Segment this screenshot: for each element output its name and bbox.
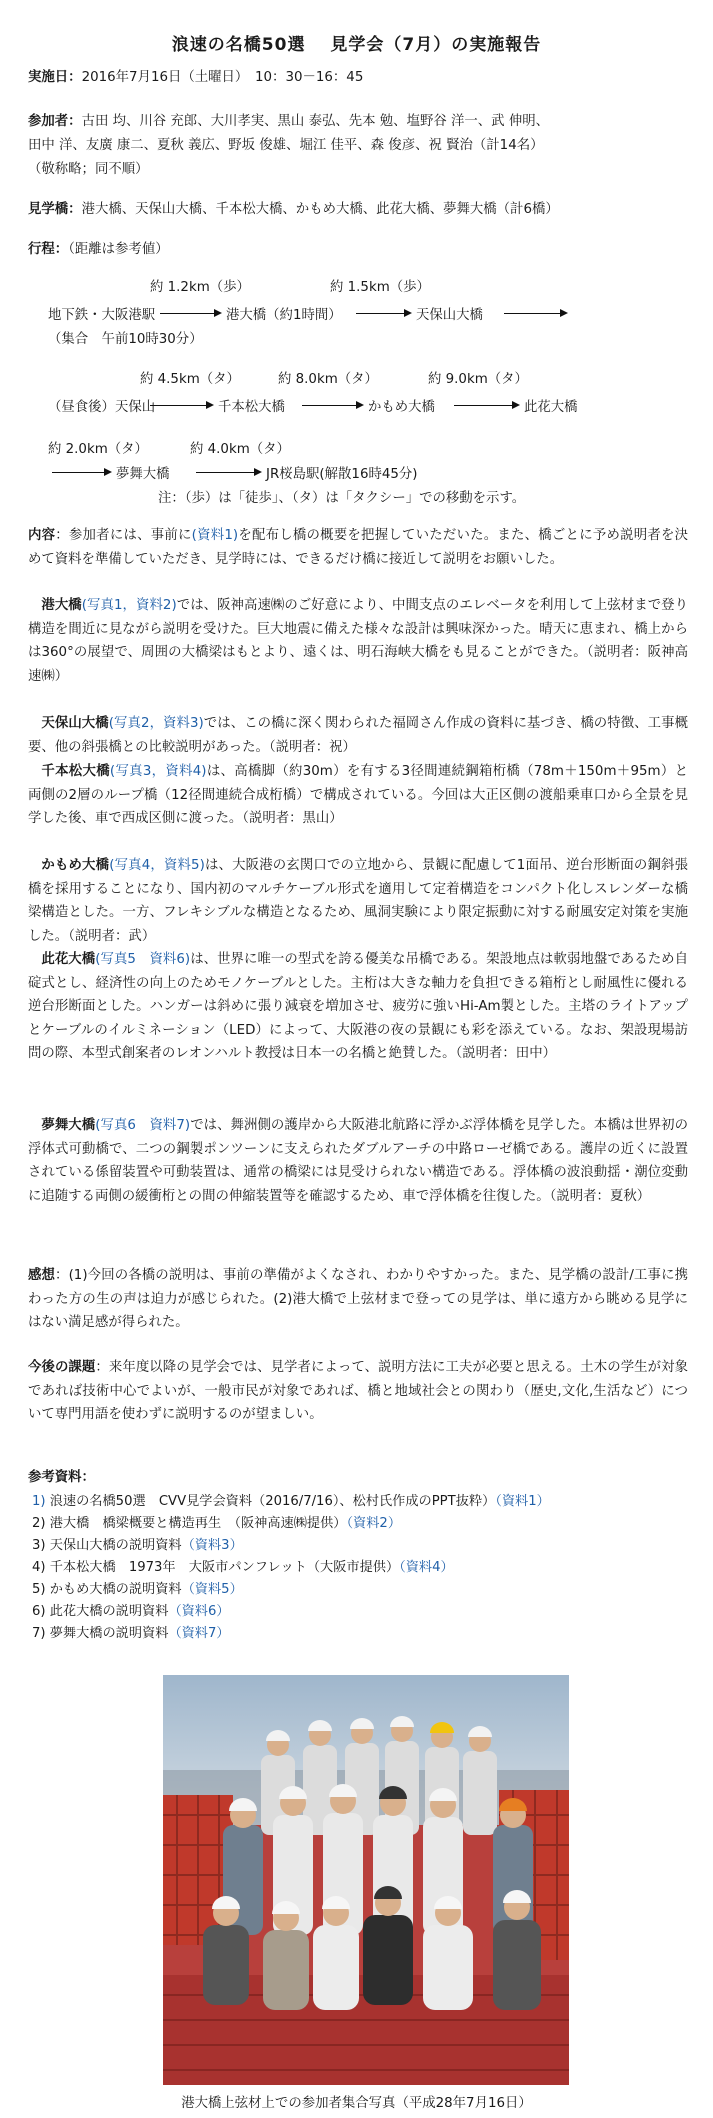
arrow-7	[52, 472, 110, 473]
distance-5: 約 9.0km（タ）	[428, 372, 528, 387]
reference-text: 夢舞大橋の説明資料	[49, 1626, 169, 1641]
arrow-3	[504, 313, 566, 314]
reference-text: 浪速の名橋50選 CVV見学会資料（2016/7/16）、松村氏作成のPPT抜粋）	[49, 1494, 496, 1509]
future-text: ：来年度以降の見学会では、見学者によって、説明方法に工夫が必要と思える。土木の学生が対象であれば技術中心でよいが、一般市民が対象であれば、橋と地域社会との関わり（歴史,文化,生活など）について専門用語を使わずに説明するのが望ましい。	[28, 1360, 689, 1423]
reference-ref: （資料7）	[168, 1626, 230, 1641]
reference-ref: （資料3）	[181, 1538, 243, 1553]
reference-item	[32, 1556, 454, 1575]
place-tempozan: 天保山大橋	[416, 308, 483, 323]
itinerary-note: （距離は参考値）	[68, 242, 169, 257]
konohana-ref: (写真5 資料6)	[95, 952, 191, 967]
group-photo	[163, 1675, 569, 2085]
tempozan-ref: (写真2，資料3)	[108, 716, 204, 731]
participants-text-1: 古田 均、川谷 充郎、大川孝実、黒山 泰弘、先本 勉、塩野谷 洋一、武 伸明、	[81, 114, 549, 129]
references-heading	[28, 1466, 689, 1490]
reference-item	[32, 1622, 230, 1641]
distance-3: 約 4.5km（タ）	[140, 372, 240, 387]
minato-text: では、阪神高速㈱のご好意により、中間支点のエレベータを利用して上弦材まで登り構造を間近に見ながら説明を受けた。巨大地震に備えた様々な設計は興味深かった。晴天に恵まれ、橋上からは360°の展望で、周囲の大橋梁はもとより、遠くは、明石海峡大橋をも見ることができた。（説明者：阪神高速㈱）	[28, 598, 688, 684]
yumemai-paragraph	[28, 1114, 688, 1208]
reference-ref: （資料5）	[181, 1582, 243, 1597]
tempozan-name: 天保山大橋	[41, 716, 109, 731]
place-konohana: 此花大橋	[524, 400, 578, 415]
reference-num: 2)	[32, 1516, 46, 1531]
reference-num: 7)	[32, 1626, 46, 1641]
kamome-paragraph	[28, 854, 688, 948]
meet-time: （集合 午前10時30分）	[48, 332, 203, 347]
reference-num: 4)	[32, 1560, 46, 1575]
arrow-4	[150, 405, 212, 406]
future-paragraph	[28, 1356, 688, 1427]
page-title: 浪速の名橋50選 見学会（7月）の実施報告	[171, 35, 542, 55]
impressions-paragraph	[28, 1264, 688, 1335]
reference-text: 港大橋 橋梁概要と構造再生 （阪神高速㈱提供）	[49, 1516, 347, 1531]
reference-num: 5)	[32, 1582, 46, 1597]
place-end: JR桜島駅(解散16時45分)	[266, 467, 418, 482]
minato-paragraph	[28, 594, 688, 688]
arrow-5	[302, 405, 362, 406]
reference-item	[32, 1600, 230, 1619]
reference-item	[32, 1490, 550, 1509]
yumemai-ref: (写真6 資料7)	[95, 1118, 191, 1133]
reference-text: 千本松大橋 1973年 大阪市パンフレット（大阪市提供）	[49, 1560, 400, 1575]
place-yumemai: 夢舞大橋	[116, 467, 170, 482]
yumemai-text: では、舞洲側の護岸から大阪港北航路に浮かぶ浮体橋を見学した。本橋は世界初の浮体式可動橋で、二つの鋼製ポンツーンに支えられたダブルアーチの中路ローゼ橋である。護岸の近くに設置されている係留装置や可動装置は、通常の橋梁には見受けられない構造である。浮体橋の波浪動揺・潮位変動に追随する両側の緩衝桁との間の伸縮装置等を確認するため、車で浮体橋を往復した。（説明者：夏秋）	[28, 1118, 688, 1204]
bridges-line	[28, 198, 689, 222]
content-intro-a: ：参加者には、事前に	[55, 528, 192, 543]
arrow-8	[196, 472, 260, 473]
arrow-6	[454, 405, 518, 406]
participants-label: 参加者：	[28, 114, 82, 129]
reference-num: 3)	[32, 1538, 46, 1553]
kamome-name: かもめ大橋	[41, 858, 110, 873]
reference-ref: （資料4）	[399, 1560, 454, 1575]
place-start: 地下鉄・大阪港駅	[48, 308, 156, 323]
distance-4: 約 8.0km（タ）	[278, 372, 378, 387]
participants-line-1	[28, 110, 689, 134]
minato-name: 港大橋	[41, 598, 82, 613]
senbon-text: は、高橋脚（約30m）を有する3径間連続鋼箱桁橋（78m＋150m＋95m）と両側の2層のループ橋（12径間連続合成桁橋）で構成されている。今回は大正区側の渡船乗車口から全景を見学した後、車で西成区側に渡った。（説明者：黒山）	[28, 764, 688, 827]
yumemai-name: 夢舞大橋	[41, 1118, 96, 1133]
content-intro-ref: (資料1)	[191, 528, 239, 543]
photo-caption: 港大橋上弦材上での参加者集合写真（平成28年7月16日）	[181, 2096, 532, 2111]
distance-2: 約 1.5km（歩）	[330, 280, 430, 295]
konohana-text: は、世界に唯一の型式を誇る優美な吊橋である。架設地点は軟弱地盤であるため自碇式とし、経済性の向上のためモノケーブルとした。主桁は大きな軸力を負担できる箱桁とし耐風性に優れる逆台形断面とした。ハンガーは斜めに張り減衰を増加させ、疲労に強いHi-Am製とした。主塔のライトアップとケーブルのイルミネーション（LED）によって、大阪港の夜の景観にも彩を添えている。なお、架設現場訪問の際、本型式創案者のレオンハルト教授は日本一の名橋と絶賛した。（説明者：田中）	[28, 952, 688, 1062]
place-minato: 港大橋（約1時間）	[226, 308, 342, 323]
senbon-paragraph	[28, 760, 688, 831]
reference-ref: （資料2）	[346, 1516, 402, 1531]
konohana-paragraph	[28, 948, 688, 1066]
reference-text: かもめ大橋の説明資料	[49, 1582, 182, 1597]
reference-item	[32, 1578, 243, 1597]
future-label: 今後の課題	[28, 1360, 96, 1375]
date-value: 2016年7月16日（土曜日） 10：30－16：45	[81, 70, 364, 85]
konohana-name: 此花大橋	[41, 952, 96, 967]
place-kamome: かもめ大橋	[368, 400, 435, 415]
reference-ref: （資料6）	[168, 1604, 230, 1619]
senbon-ref: (写真3，資料4)	[109, 764, 207, 779]
tempozan-text: では、この橋に深く関わられた福岡さん作成の資料に基づき、橋の特徴、工事概要、他の斜張橋との比較説明があった。（説明者：祝）	[28, 716, 688, 755]
arrow-1	[160, 313, 220, 314]
content-intro	[28, 524, 688, 571]
date-label: 実施日：	[28, 70, 82, 85]
kamome-text: は、大阪港の玄関口での立地から、景観に配慮して1面吊、逆台形断面の鋼斜張橋を採用することになり、国内初のマルチケーブル形式を適用して定着構造をコンパクト化しスレンダーな橋梁構造とした。一方、フレキシブルな構造となるため、風洞実験により限定振動に対する耐風安定対策を実施した。（説明者：武）	[28, 858, 688, 944]
bridges-value: 港大橋、天保山大橋、千本松大橋、かもめ大橋、此花大橋、夢舞大橋（計6橋）	[81, 202, 559, 217]
bridges-label: 見学橋：	[28, 202, 82, 217]
arrow-2	[356, 313, 410, 314]
reference-text: 天保山大橋の説明資料	[49, 1538, 182, 1553]
date-line	[28, 66, 689, 90]
tempozan-paragraph	[28, 712, 688, 759]
content-intro-b: を配布し橋の概要を把握していただいた。また、橋ごとに予め説明者を決めて資料を準備していただき、見学時には、できるだけ橋に接近して説明をお願いした。	[28, 528, 689, 567]
distance-6: 約 2.0km（タ）	[48, 442, 148, 457]
itinerary-footnote: 注：（歩）は「徒歩」、（タ）は「タクシー」での移動を示す。	[158, 491, 526, 506]
impressions-text: ：(1)今回の各橋の説明は、事前の準備がよくなされ、わかりやすかった。また、見学橋の設計/工事に携わった方の生の声は迫力が感じられた。(2)港大橋で上弦材まで登っての見学は、単に遠方から眺める見学にはない満足感が得られた。	[28, 1268, 688, 1331]
group-photo-illustration	[163, 1675, 569, 2085]
itinerary-label: 行程：	[28, 242, 69, 257]
reference-item	[32, 1512, 401, 1531]
minato-ref: (写真1，資料2)	[81, 598, 177, 613]
senbon-name: 千本松大橋	[41, 764, 110, 779]
reference-item	[32, 1534, 243, 1553]
reference-num: 1)	[32, 1494, 46, 1509]
reference-num: 6)	[32, 1604, 46, 1619]
reference-ref: （資料1）	[495, 1494, 550, 1509]
participants-line-2: 田中 洋、友廣 康二、夏秋 義広、野坂 俊雄、堀江 佳平、森 俊彦、祝 賢治（計14名）	[28, 138, 544, 153]
distance-7: 約 4.0km（タ）	[190, 442, 290, 457]
participants-line-3: （敬称略；同不順）	[28, 162, 149, 177]
itinerary-heading	[28, 238, 689, 262]
impressions-label: 感想	[28, 1268, 56, 1283]
place-senbon: 千本松大橋	[218, 400, 285, 415]
references-label: 参考資料：	[28, 1470, 95, 1485]
content-label: 内容	[28, 528, 56, 543]
reference-text: 此花大橋の説明資料	[49, 1604, 169, 1619]
kamome-ref: (写真4，資料5)	[109, 858, 205, 873]
distance-1: 約 1.2km（歩）	[150, 280, 250, 295]
place-lunch: （昼食後）天保山	[48, 400, 156, 415]
